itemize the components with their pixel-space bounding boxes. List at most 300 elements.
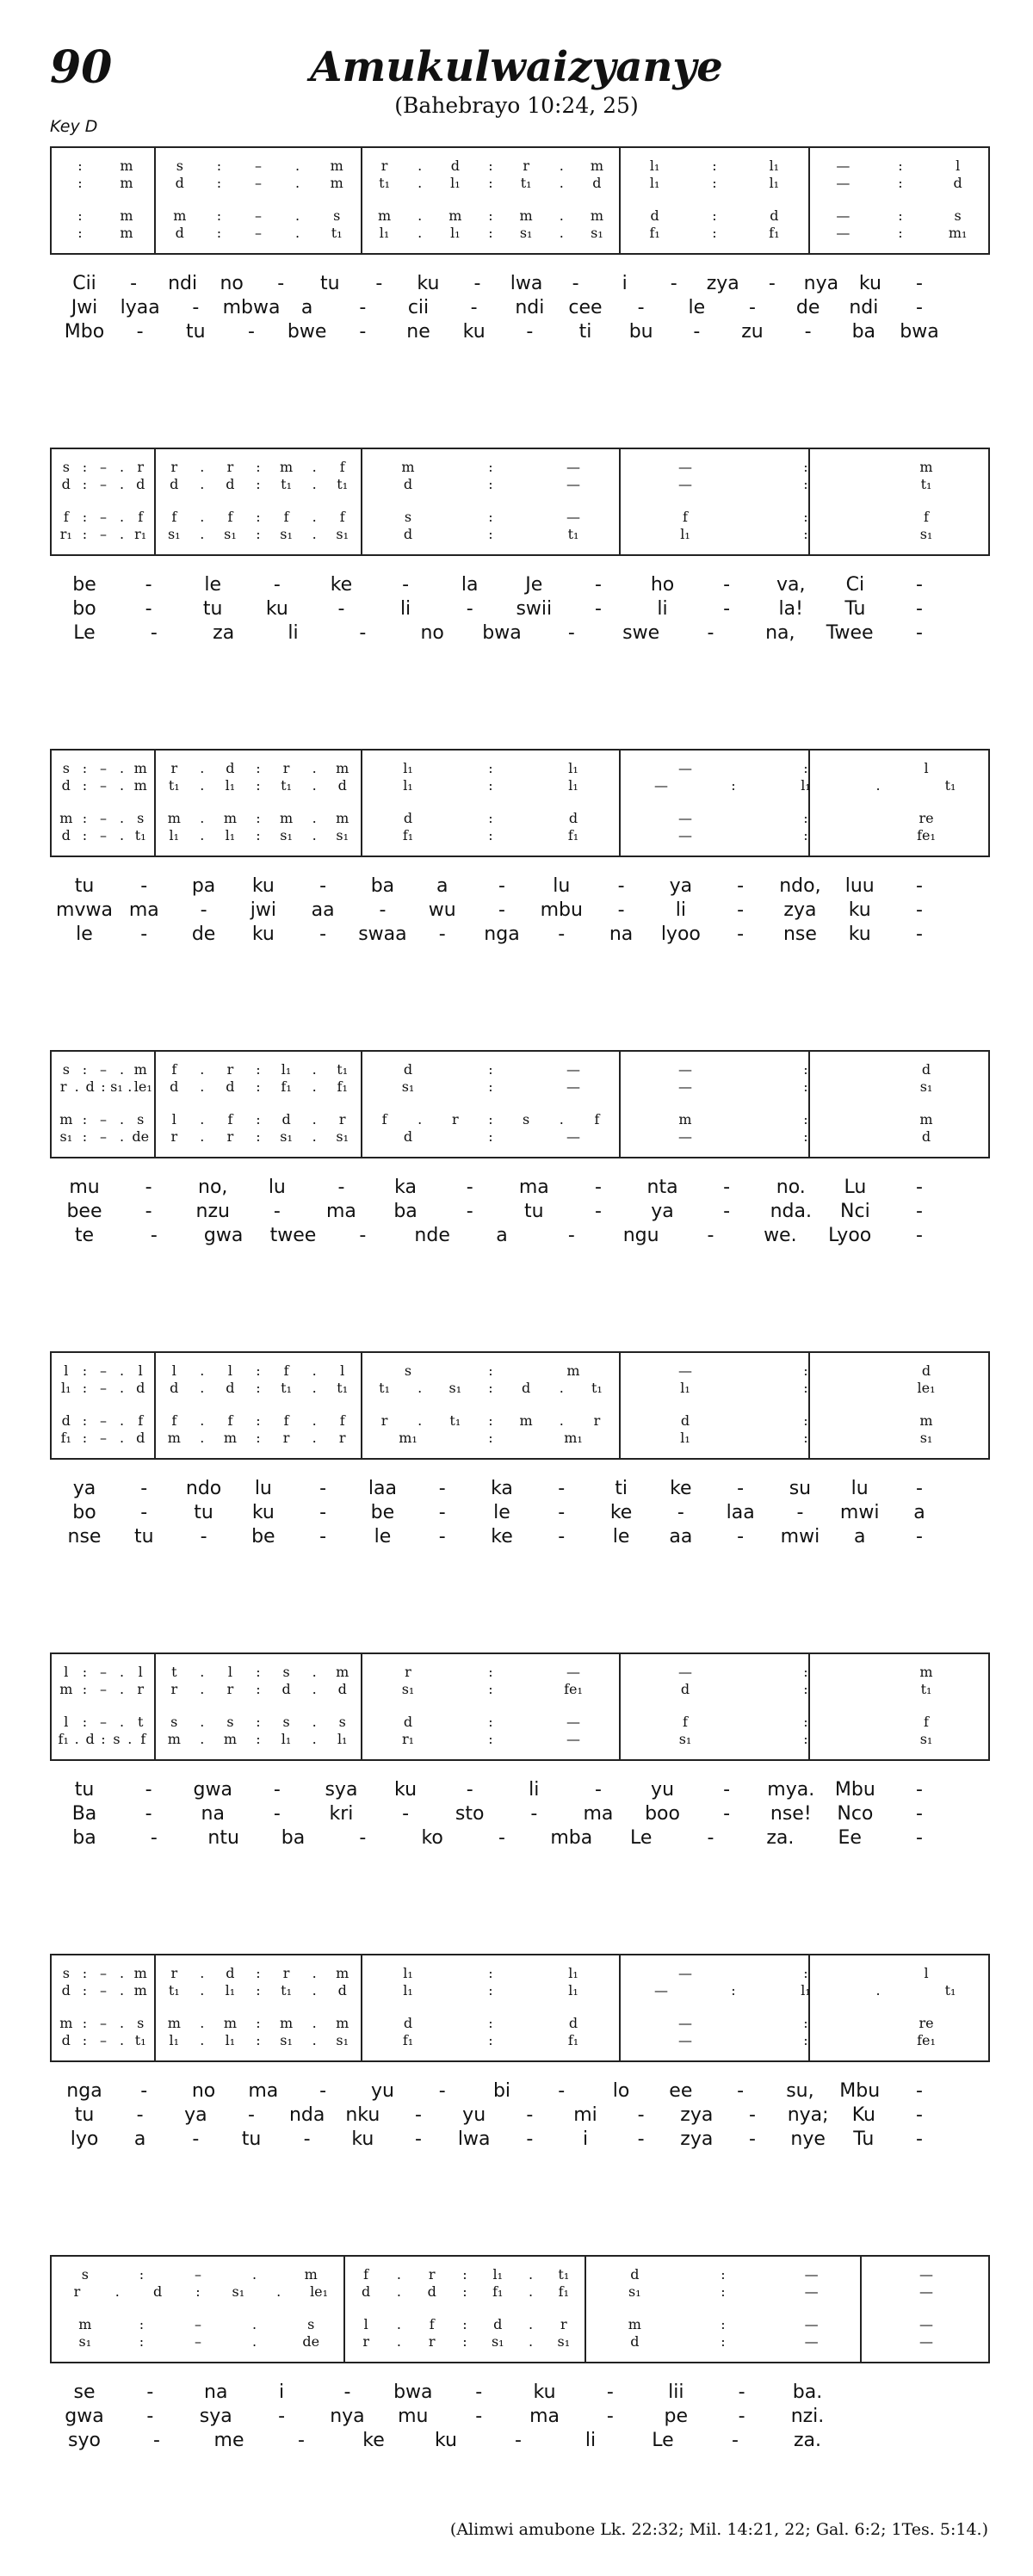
- solfa-note: d: [61, 1412, 71, 1429]
- solfa-note: :: [721, 2266, 726, 2283]
- solfa-note: :: [803, 1412, 808, 1429]
- solfa-note: m: [628, 2316, 641, 2332]
- solfa-note: d: [403, 1714, 413, 1730]
- solfa-note: t: [137, 1714, 144, 1730]
- solfa-note: m: [167, 1731, 181, 1747]
- solfa-note: –: [100, 476, 107, 492]
- solfa-note: s₁: [336, 526, 349, 542]
- solfa-note: m: [120, 175, 133, 191]
- solfa-note: l: [924, 760, 929, 776]
- solfa-note: .: [120, 2032, 125, 2048]
- lyric-line: [50, 1826, 990, 1850]
- solfa-note: s₁: [919, 1430, 933, 1446]
- solfa-note: t₁: [920, 476, 932, 492]
- solfa-note: —: [836, 158, 851, 174]
- lyric-syllable: -: [594, 1779, 602, 1801]
- solfa-note: m: [304, 2266, 318, 2283]
- lyric-syllable: Ba: [71, 1803, 97, 1825]
- solfa-note: r: [170, 459, 178, 475]
- solfa-note: f₁: [649, 225, 660, 241]
- solfa-note: r: [226, 459, 234, 475]
- voice-part: [52, 2332, 988, 2351]
- solfa-note: —: [566, 1128, 580, 1145]
- lyric-syllable: mi: [573, 2104, 597, 2126]
- lyric-syllable: -: [707, 1225, 714, 1246]
- solfa-note: l: [956, 158, 961, 174]
- solfa-note: .: [120, 1714, 125, 1730]
- lyric-syllable: -: [723, 1177, 731, 1198]
- solfa-note: m: [919, 1412, 933, 1429]
- solfa-note: t₁: [281, 1380, 292, 1396]
- solfa-note: d: [85, 1731, 95, 1747]
- solfa-note: .: [418, 225, 423, 241]
- lyric-syllable: -: [916, 1225, 923, 1246]
- solfa-note: :: [803, 459, 808, 475]
- solfa-note: .: [200, 1681, 205, 1697]
- solfa-note: l₁: [337, 1731, 348, 1747]
- lyric-syllable: tu: [524, 1201, 544, 1222]
- lyric-syllable: Mbu: [839, 2080, 881, 2102]
- solfa-note: l₁: [281, 1061, 292, 1078]
- solfa-note: m: [167, 2015, 181, 2031]
- solfa-note: d: [630, 2333, 640, 2350]
- solfa-note: s: [62, 1061, 70, 1078]
- lyric-line: [50, 597, 990, 621]
- solfa-note: l: [340, 1362, 345, 1379]
- solfa-note: r: [560, 2316, 567, 2332]
- lyric-line: [50, 320, 990, 344]
- solfa-note: —: [566, 1664, 580, 1680]
- solfa-note: r: [282, 1965, 290, 1981]
- solfa-note: .: [200, 459, 205, 475]
- solfa-note: r: [226, 1681, 234, 1697]
- lyric-line: [50, 2405, 990, 2429]
- lyric-syllable: ba: [370, 875, 395, 897]
- lyric-syllable: -: [319, 1502, 327, 1523]
- solfa-note: d: [337, 1982, 347, 1998]
- lyric-syllable: be: [251, 1526, 275, 1547]
- solfa-note: .: [875, 777, 881, 794]
- lyric-syllable: ho: [650, 574, 675, 596]
- lyric-syllable: jwi: [250, 899, 276, 921]
- lyric-syllable: kri: [329, 1803, 354, 1825]
- solfa-note: m: [78, 2316, 92, 2332]
- solfa-note: s₁: [280, 2032, 293, 2048]
- lyric-syllable: -: [723, 598, 731, 620]
- lyric-syllable: -: [606, 2406, 614, 2427]
- solfa-note: t: [171, 1664, 177, 1680]
- lyric-syllable: -: [707, 622, 714, 644]
- solfa-note: d: [362, 2283, 371, 2300]
- lyric-syllable: li: [399, 598, 411, 620]
- lyric-syllable: -: [145, 1779, 152, 1801]
- solfa-note: l: [171, 1111, 176, 1127]
- solfa-note: d: [170, 1380, 179, 1396]
- lyric-syllable: ma: [325, 1201, 356, 1222]
- solfa-note: d: [450, 158, 460, 174]
- solfa-note: –: [100, 1380, 107, 1396]
- solfa-note: s₁: [167, 526, 181, 542]
- lyric-syllable: cii: [407, 297, 430, 318]
- solfa-note: s: [282, 1714, 290, 1730]
- lyric-syllable: va,: [776, 574, 806, 596]
- lyric-syllable: ku: [251, 875, 275, 897]
- solfa-note: :: [488, 158, 493, 174]
- lyric-syllable: -: [200, 1526, 207, 1547]
- solfa-note: s: [113, 1731, 121, 1747]
- lyric-syllable: a: [853, 1526, 866, 1547]
- lyric-syllable: -: [916, 273, 923, 294]
- lyric-syllable: a: [913, 1502, 925, 1523]
- solfa-note: f₁: [402, 2032, 414, 2048]
- solfa-note: :: [712, 175, 717, 191]
- solfa-note: –: [100, 2015, 107, 2031]
- lyric-syllable: na: [201, 1803, 225, 1825]
- lyric-syllable: -: [466, 598, 473, 620]
- solfa-note: :: [256, 1430, 261, 1446]
- solfa-note: s: [338, 1714, 346, 1730]
- solfa-note: s₁: [448, 1380, 462, 1396]
- lyric-syllable: le: [493, 1502, 510, 1523]
- lyric-syllable: pe: [664, 2406, 689, 2427]
- solfa-note: d: [61, 1982, 71, 1998]
- solfa-note: :: [803, 1128, 808, 1145]
- lyric-syllable: -: [359, 297, 367, 318]
- lyric-syllable: -: [558, 1478, 566, 1499]
- lyric-line: [50, 1477, 990, 1501]
- lyric-syllable: -: [567, 1225, 575, 1246]
- lyric-syllable: -: [916, 1779, 923, 1801]
- solfa-note: s₁: [591, 225, 603, 241]
- solfa-note: —: [804, 2266, 819, 2283]
- solfa-note: :: [256, 1714, 261, 1730]
- solfa-note: .: [200, 476, 205, 492]
- solfa-note: :: [488, 1965, 493, 1981]
- solfa-note: l₁: [568, 1965, 578, 1981]
- solfa-note: :: [82, 1128, 88, 1145]
- solfa-note: .: [200, 1380, 205, 1396]
- lyric-syllable: mvwa: [56, 899, 113, 921]
- lyric-syllable: -: [768, 273, 776, 294]
- solfa-note: f₁: [337, 1078, 348, 1095]
- solfa-note: :: [256, 827, 261, 843]
- solfa-note: d: [403, 526, 413, 542]
- solfa-note: l: [924, 1965, 929, 1981]
- solfa-note: .: [312, 1681, 317, 1697]
- lyric-syllable: bo: [72, 598, 96, 620]
- lyric-syllable: ndo: [185, 1478, 222, 1499]
- solfa-note: :: [256, 459, 261, 475]
- voice-part: [52, 1127, 988, 1146]
- lyric-syllable: ko: [421, 1827, 443, 1849]
- voice-part: [52, 157, 988, 176]
- solfa-note: :: [82, 1380, 88, 1396]
- lyric-syllable: -: [200, 899, 207, 921]
- solfa-note: .: [200, 1714, 205, 1730]
- lyric-syllable: pa: [191, 875, 216, 897]
- solfa-note: s₁: [401, 1078, 415, 1095]
- voice-part: [52, 1429, 988, 1448]
- solfa-note: –: [100, 1061, 107, 1078]
- solfa-note: .: [120, 476, 125, 492]
- solfa-note: .: [529, 2266, 534, 2283]
- solfa-note: —: [678, 1061, 692, 1078]
- solfa-note: d: [770, 207, 779, 224]
- solfa-note: .: [120, 526, 125, 542]
- solfa-note: m: [223, 2015, 237, 2031]
- lyric-syllable: -: [594, 1201, 602, 1222]
- solfa-note: f: [227, 1412, 233, 1429]
- solfa-note: :: [488, 225, 493, 241]
- solfa-note: .: [559, 175, 564, 191]
- solfa-note: .: [200, 760, 205, 776]
- solfa-note: .: [200, 1430, 205, 1446]
- lyric-syllable: lo: [612, 2080, 630, 2102]
- lyric-syllable: tu: [319, 273, 340, 294]
- lyric-syllable: li: [657, 598, 668, 620]
- solfa-note: .: [200, 1061, 205, 1078]
- solfa-note: d: [136, 1380, 145, 1396]
- scripture-reference: (Bahebrayo 10:24, 25): [394, 93, 639, 118]
- solfa-note: .: [312, 509, 317, 525]
- solfa-note: t₁: [520, 175, 532, 191]
- lyric-syllable: mbwa: [222, 297, 281, 318]
- solfa-note: :: [803, 476, 808, 492]
- lyric-syllable: ku: [351, 2128, 374, 2150]
- solfa-note: :: [256, 1128, 261, 1145]
- voice-part: [52, 1730, 988, 1749]
- solfa-note: f: [227, 1111, 233, 1127]
- solfa-note: l₁: [225, 827, 236, 843]
- lyric-syllable: ndi: [515, 297, 545, 318]
- lyric-syllable: -: [723, 1779, 731, 1801]
- solfa-note: :: [898, 175, 903, 191]
- solfa-note: :: [488, 760, 493, 776]
- solfa-note: m: [173, 207, 187, 224]
- lyric-syllable: -: [670, 273, 677, 294]
- lyric-syllable: -: [515, 2430, 522, 2451]
- solfa-note: :: [82, 1714, 88, 1730]
- solfa-note: r₁: [134, 526, 147, 542]
- lyric-syllable: -: [438, 1478, 446, 1499]
- solfa-note: r₁: [59, 526, 72, 542]
- solfa-note: m: [590, 207, 603, 224]
- solfa-note: —: [678, 760, 692, 776]
- lyric-syllable: -: [916, 2104, 923, 2126]
- solfa-note: s₁: [678, 1731, 692, 1747]
- solfa-note: —: [804, 2283, 819, 2300]
- lyric-syllable: -: [916, 1827, 923, 1849]
- lyric-syllable: lu: [268, 1177, 286, 1198]
- solfa-note: .: [120, 810, 125, 826]
- voice-part: [52, 776, 988, 795]
- lyric-syllable: Le: [629, 1827, 653, 1849]
- solfa-note: m: [133, 760, 147, 776]
- lyric-syllable: lii: [668, 2381, 684, 2403]
- solfa-note: m: [336, 2015, 349, 2031]
- solfa-note: .: [200, 1111, 205, 1127]
- solfa-note: m: [590, 158, 603, 174]
- solfa-note: s₁: [336, 1128, 349, 1145]
- solfa-note: .: [529, 2316, 534, 2332]
- solfa-note: :: [803, 760, 808, 776]
- solfa-note: .: [120, 1111, 125, 1127]
- lyric-syllable: -: [594, 598, 602, 620]
- solfa-note: r: [338, 1430, 346, 1446]
- solfa-note: t₁: [337, 1061, 349, 1078]
- solfa-note: m: [133, 1061, 147, 1078]
- solfa-note: .: [418, 158, 423, 174]
- solfa-staff: [50, 146, 990, 255]
- solfa-note: .: [200, 810, 205, 826]
- voice-part: [52, 1110, 988, 1129]
- solfa-note: –: [195, 2333, 201, 2350]
- solfa-note: :: [82, 2015, 88, 2031]
- solfa-note: –: [255, 207, 262, 224]
- solfa-note: –: [100, 1128, 107, 1145]
- solfa-note: —: [836, 225, 851, 241]
- lyric-line: [50, 1778, 990, 1802]
- solfa-note: –: [100, 1430, 107, 1446]
- voice-part: [52, 1663, 988, 1682]
- lyric-syllable: mwi: [780, 1526, 820, 1547]
- lyric-syllable: tu: [186, 321, 206, 343]
- lyric-syllable: ndi: [849, 297, 879, 318]
- solfa-note: .: [200, 1412, 205, 1429]
- solfa-note: d: [136, 476, 145, 492]
- solfa-note: .: [312, 1982, 317, 1998]
- solfa-note: l₁: [649, 158, 660, 174]
- lyric-syllable: Le: [73, 622, 96, 644]
- solfa-note: :: [803, 2015, 808, 2031]
- solfa-note: r: [428, 2333, 436, 2350]
- solfa-note: —: [566, 1061, 580, 1078]
- solfa-note: f: [339, 509, 345, 525]
- solfa-staff: [50, 1351, 990, 1460]
- solfa-note: f: [683, 509, 688, 525]
- solfa-note: f: [283, 1362, 289, 1379]
- solfa-note: l₁: [568, 760, 578, 776]
- solfa-note: f: [227, 509, 233, 525]
- solfa-note: m: [336, 1664, 349, 1680]
- solfa-note: d: [493, 2316, 503, 2332]
- lyric-syllable: lyoo: [660, 924, 701, 945]
- solfa-note: :: [216, 225, 222, 241]
- lyric-syllable: luu: [844, 875, 875, 897]
- lyric-syllable: bwa: [482, 622, 522, 644]
- lyric-syllable: -: [319, 1526, 327, 1547]
- solfa-note: r: [137, 1681, 145, 1697]
- solfa-note: l₁: [450, 175, 461, 191]
- lyric-syllable: -: [140, 924, 148, 945]
- solfa-note: s: [307, 2316, 315, 2332]
- solfa-note: m: [167, 1430, 181, 1446]
- solfa-note: le₁: [917, 1380, 936, 1396]
- solfa-note: s: [404, 509, 412, 525]
- solfa-note: —: [678, 1965, 692, 1981]
- solfa-note: m: [133, 777, 147, 794]
- solfa-note: :: [82, 1681, 88, 1697]
- lyric-syllable: de: [795, 297, 820, 318]
- solfa-note: f: [138, 509, 144, 525]
- lyric-syllable: -: [916, 622, 923, 644]
- lyric-syllable: li: [288, 622, 299, 644]
- lyric-syllable: ma: [248, 2080, 279, 2102]
- solfa-note: m: [167, 810, 181, 826]
- lyric-syllable: -: [277, 273, 285, 294]
- solfa-note: :: [82, 1664, 88, 1680]
- solfa-note: s: [226, 1714, 234, 1730]
- lyric-syllable: zya: [706, 273, 739, 294]
- solfa-note: r: [59, 1078, 67, 1095]
- solfa-note: :: [256, 509, 261, 525]
- solfa-note: l₁: [281, 1731, 292, 1747]
- lyric-line: [50, 2079, 990, 2103]
- solfa-note: fe₁: [917, 2032, 936, 2048]
- lyric-syllable: le: [612, 1526, 630, 1547]
- solfa-note: .: [312, 2015, 317, 2031]
- lyric-syllable: ke: [330, 574, 353, 596]
- solfa-note: .: [200, 1078, 205, 1095]
- solfa-note: t₁: [331, 225, 343, 241]
- solfa-note: l₁: [379, 225, 390, 241]
- voice-part: [52, 1964, 988, 1983]
- solfa-note: d: [403, 476, 413, 492]
- lyric-syllable: zya: [680, 2104, 714, 2126]
- solfa-note: l₁: [769, 175, 780, 191]
- solfa-note: –: [100, 1664, 107, 1680]
- solfa-note: :: [256, 1362, 261, 1379]
- solfa-note: :: [803, 526, 808, 542]
- solfa-note: :: [101, 1731, 106, 1747]
- solfa-note: –: [100, 1412, 107, 1429]
- lyric-syllable: mu: [69, 1177, 100, 1198]
- lyric-syllable: lwa: [510, 273, 543, 294]
- solfa-note: .: [559, 158, 564, 174]
- lyric-syllable: a: [300, 297, 313, 318]
- lyric-syllable: sya: [199, 2406, 232, 2427]
- solfa-note: m: [133, 1965, 147, 1981]
- lyric-syllable: -: [140, 1478, 148, 1499]
- solfa-note: .: [200, 1362, 205, 1379]
- solfa-note: d: [226, 1380, 235, 1396]
- solfa-note: m: [279, 459, 294, 475]
- hymn-number: 90: [50, 41, 113, 94]
- solfa-note: –: [195, 2266, 201, 2283]
- lyric-syllable: -: [737, 1478, 745, 1499]
- solfa-note: t₁: [379, 1380, 390, 1396]
- solfa-note: :: [256, 2015, 261, 2031]
- solfa-note: :: [488, 1111, 493, 1127]
- solfa-note: :: [488, 1430, 493, 1446]
- voice-part: [52, 1078, 988, 1096]
- lyric-syllable: ku: [848, 924, 871, 945]
- lyric-syllable: -: [140, 1502, 148, 1523]
- solfa-note: s₁: [336, 827, 349, 843]
- solfa-note: r: [428, 2266, 436, 2283]
- solfa-note: m: [279, 2015, 294, 2031]
- solfa-note: l: [64, 1714, 69, 1730]
- solfa-note: .: [312, 777, 317, 794]
- lyric-syllable: -: [526, 2128, 534, 2150]
- solfa-note: .: [312, 476, 317, 492]
- solfa-note: m: [330, 158, 343, 174]
- lyric-syllable: -: [796, 1502, 804, 1523]
- solfa-note: .: [559, 225, 564, 241]
- lyric-syllable: Cii: [72, 273, 96, 294]
- lyric-syllable: -: [498, 899, 505, 921]
- solfa-note: l₁: [680, 526, 690, 542]
